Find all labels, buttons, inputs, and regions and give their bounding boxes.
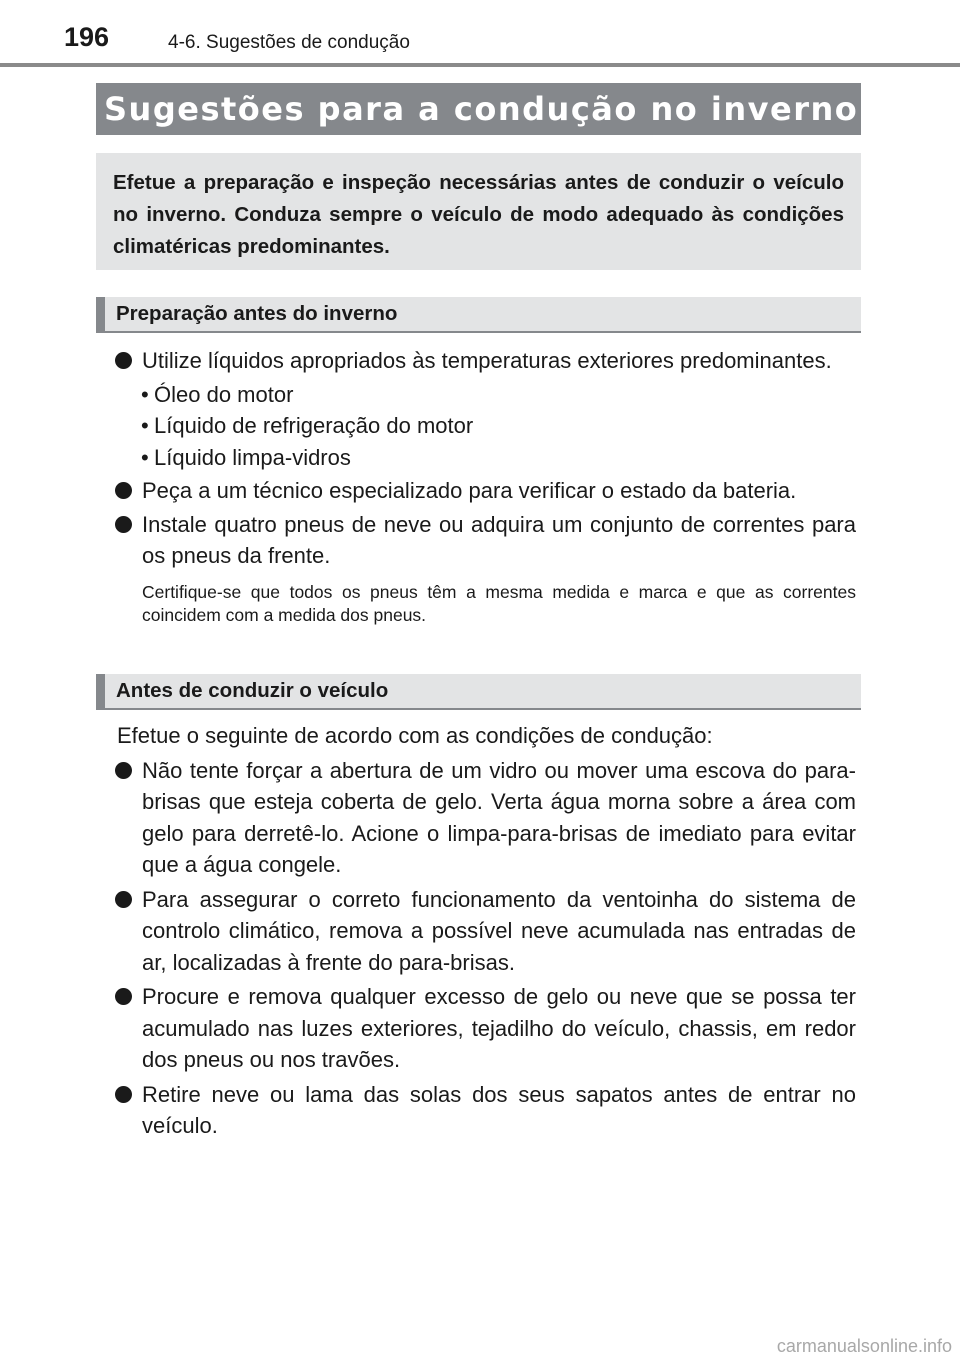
small-bullet-icon: •: [141, 444, 149, 470]
sub-list-item: [96, 410, 856, 442]
list-item: [96, 1079, 856, 1142]
page-title: Sugestões para a condução no inverno: [96, 83, 861, 135]
list-item-text: Utilize líquidos apropriados às temperaturas exteriores predominantes.: [142, 348, 832, 373]
list-item: [96, 345, 856, 377]
section-reference: 4-6. Sugestões de condução: [168, 32, 410, 53]
list-item-text: Não tente forçar a abertura de um vidro ou mover uma escova do para-brisas que esteja coberta de gelo. Verta água morna sobre a área com gelo para derretê-lo. Acione o limpa-para-brisas de imediato para evitar que a água congele.: [142, 757, 856, 877]
section-heading-preparation: Preparação antes do inverno: [96, 297, 861, 333]
bullet-icon: [115, 762, 132, 779]
bullet-icon: [115, 891, 132, 908]
bullet-icon: [115, 516, 132, 533]
header-divider: [0, 63, 960, 67]
bullet-icon: [115, 482, 132, 499]
page-header: [0, 0, 960, 66]
note-text: Certifique-se que todos os pneus têm a mesma medida e marca e que as correntes coincidem com a medida dos pneus.: [142, 581, 856, 625]
sub-list-item: [96, 379, 856, 411]
lead-text: Efetue o seguinte de acordo com as condições de condução:: [117, 723, 713, 748]
page-number: 196: [64, 22, 110, 52]
section-before-driving-content: [96, 720, 856, 1144]
sub-list-item: [96, 442, 856, 474]
list-item-text: Para assegurar o correto funcionamento da ventoinha do sistema de controlo climático, remova a possível neve acumulada nas entradas de ar, localizadas à frente do para-brisas.: [142, 886, 856, 975]
bullet-icon: [115, 1086, 132, 1103]
section-preparation-content: [96, 345, 856, 627]
list-item: [96, 981, 856, 1076]
intro-box: Efetue a preparação e inspeção necessárias antes de conduzir o veículo no inverno. Conduza sempre o veículo de modo adequado às condições climatéricas predominantes.: [96, 153, 861, 270]
small-bullet-icon: •: [141, 413, 149, 438]
sub-list-item-text: Óleo do motor: [154, 381, 294, 407]
small-bullet-icon: •: [141, 381, 149, 407]
list-item-text: Retire neve ou lama das solas dos seus sapatos antes de entrar no veículo.: [142, 1081, 856, 1138]
list-item: [96, 509, 856, 572]
list-item-text: Peça a um técnico especializado para verificar o estado da bateria.: [142, 478, 797, 503]
sub-list-item-text: Líquido de refrigeração do motor: [154, 413, 474, 438]
footer-watermark: carmanualsonline.info: [776, 1336, 952, 1356]
list-item-text: Instale quatro pneus de neve ou adquira um conjunto de correntes para os pneus da frente.: [142, 511, 856, 568]
list-item: [96, 475, 856, 507]
sub-list-item-text: Líquido limpa-vidros: [154, 444, 351, 470]
list-item: [96, 884, 856, 979]
section-heading-before-driving: Antes de conduzir o veículo: [96, 674, 861, 710]
list-item-text: Procure e remova qualquer excesso de gelo ou neve que se possa ter acumulado nas luzes exteriores, tejadilho do veículo, chassis, em redor dos pneus ou nos travões.: [142, 984, 856, 1072]
bullet-icon: [115, 988, 132, 1005]
list-item: [96, 755, 856, 881]
bullet-icon: [115, 352, 132, 369]
